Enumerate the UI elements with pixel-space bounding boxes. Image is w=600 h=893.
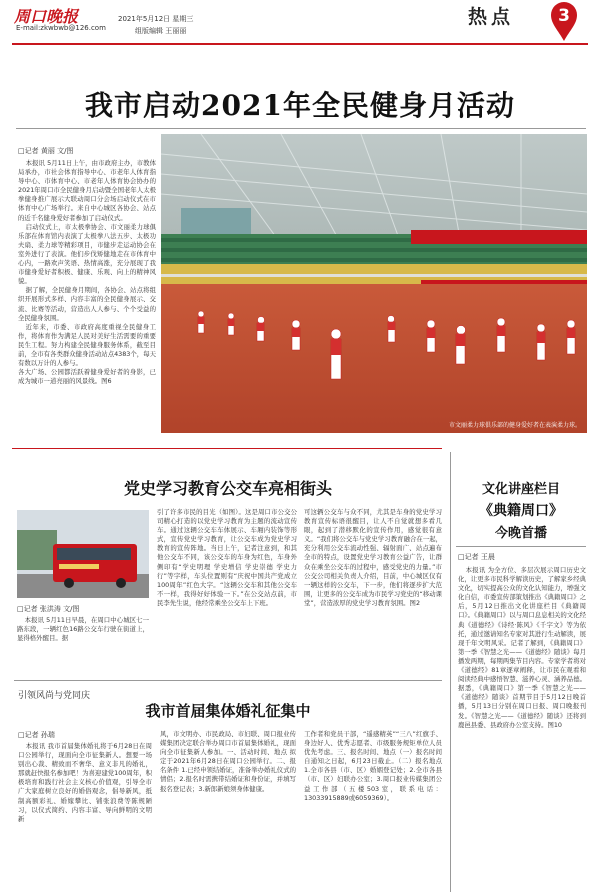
bus-body-col1: 本报讯 5月11日早晨，在周口中心城区七一路东段，一辆红色16路公交车行驶在街道上，显得格外醒目。据 (17, 616, 149, 643)
lead-photo (161, 134, 587, 433)
section-name: 热点 (468, 6, 515, 28)
lecture-title-line2: 《典籍周口》 (479, 503, 563, 519)
lead-paragraph-3: 据了解，全民健身月期间，各协会、站点将组织开展形式多样、内容丰富的全民健身展示、交流、比赛等活动，营造出人人参与、个个受益的全民健身氛围。 (18, 286, 156, 322)
lecture-rule (456, 546, 586, 547)
lecture-byline: □记者 王晨 (458, 553, 495, 561)
bus-bottom-rule (14, 680, 442, 681)
lead-photo-caption: 市文丽柔力球俱乐部的健身爱好者在表演柔力球。 (448, 422, 581, 429)
lecture-title-line1: 文化讲座栏目 (481, 482, 560, 497)
masthead-date: 2021年5月12日 星期三 (118, 15, 194, 23)
lead-body (18, 159, 156, 386)
lead-headline: 我市启动2021年全民健身月活动 (85, 89, 515, 122)
wedding-kicker: 引领风尚与党同庆 (18, 691, 91, 701)
wedding-body-col2: 风，市文明办、市民政局、市妇联、周口报业传媒集团决定联合举办周口市首届集体婚礼，现面向全市征集新人参加。一、活动时间、地点 拟定于2021年6月28日在周口公园举行。二、报名条件 1.已经申领结婚证，准备举办婚礼仪式的情侣；2.报名时需携带结婚证和身份证，并填写报名登记表；3.新郎新娘须身体健康。 (160, 730, 296, 793)
lead-paragraph-4: 近年来，市委、市政府高度重视全民健身工作，将体育作为满足人民对美好生活需要的重要民生工程。努力构建全民健身服务体系，截至目前，全市有各类群众健身活动站点4383个，每天有数以万计的人参与。 (18, 322, 156, 368)
masthead-editor: 组版编辑 王丽丽 (135, 27, 187, 35)
page-number-badge (549, 0, 579, 42)
lecture-title-line3: 今晚首播 (494, 526, 547, 541)
lead-byline: □记者 黄丽 文/图 (18, 147, 74, 155)
bus-body-col3: 可这辆公交车与众不同，尤其是车身的党史学习教育宣传标语很醒目，让人不自觉就想多看几眼，起到了潜移默化的宣传作用，感觉很有意义。“我们将公交车与党史学习教育融合在一起，充分利用公交车流动性强、辐射面广、站点遍布全市的特点，设置党史学习教育公益广告，让群众在乘坐公交车的过程中，感受党史的力量。”市公交公司相关负责人介绍，目前，中心城区仅有一辆这样的公交车，下一步，他们将逐步扩大范围，让更多的公交车成为市民学习党史的“移动课堂”，营造浓厚的党史学习教育氛围。图2 (304, 508, 442, 607)
bus-body-col2: 引了许多市民的目光（如图）。这是周口市公交公司精心打造的以党史学习教育为主题的流动宣传车。通过这辆公交车车体展示、车厢内装饰等形式，宣传党史学习教育，让公交车成为党史学习教育的宣传阵地。当日上午，记者注意到，和其他公交车不同，该公交车的车身为红色，车身外侧印有“学史明理 学史增信 学史崇德 学史力行”等字样，车头位置则有“庆祝中国共产党成立100周年”红色大字。“这辆公交车和其他公交车不一样，我得好好体验一下。”在公交站点前，市民李先生说，他经常乘坐公交车上下班。 (157, 508, 297, 607)
column-divider (450, 452, 451, 892)
bus-byline: □记者 张洪涛 文/图 (17, 605, 80, 613)
lead-paragraph-1: 本报讯 5月11日上午，由市政府主办，市教体局承办，市社会体育指导中心、市老年人体育指导中心、市体育中心、市老年人体育协会协办的2021年周口市全民健身月启动暨全国老年人太极拳健身推广展示大联动周口分会场启动仪式在市体育中心广场举行。来自中心城区各协会、站点的近千名健身爱好者参加了启动仪式。 (18, 159, 156, 222)
bus-image (17, 510, 149, 598)
stadium-photo (161, 134, 587, 433)
masthead-email: E-mail:zkwbwb@126.com (16, 24, 106, 32)
lead-paragraph-2: 启动仪式上，市太极拳协会、市文丽柔力球俱乐部在体育馆内表演了太极拳八法五步、太极功夫扇、柔力球等精彩项目，市健步走运动协会在室外进行了表演。他们步伐矫健地走在市体育中心内，一路欢声笑语、热情高涨，充分展现了我市健身爱好者积极、健康、乐观、向上的精神风貌。 (18, 222, 156, 286)
bus-headline: 党史学习教育公交车亮相街头 (123, 479, 332, 498)
masthead-rule (12, 43, 588, 45)
wedding-body-col1: 本报讯 我市首届集体婚礼将于6月28日在周口公园举行，现面向全市征集新人。想要一场别出心裁、精致而不奢华、意义非凡的婚礼，那就赶快报名参加吧！为喜迎建党100周年，积极培育和践行社会主义核心价值观，引导全市广大家庭树立良好的婚俗观念，倡导新风，抵制高额彩礼、婚嫁攀比、铺张浪费等陈规陋习，以仪式简约、内容丰富、导向鲜明的文明新 (18, 742, 152, 823)
page-number: 3 (558, 6, 570, 26)
wedding-body-col3: 工作者和党员干部，“遥感精英”“三八”红旗手、身边好人、优秀志愿者、市级服务规矩单位人员优先考虑。三、报名时间、地点（一）报名时间 自通知之日起，6月23日截止。（二）报名地点 1.全市各县（市、区）婚姻登记处；2.全市各县（市、区）妇联办公室；3.周口报业传媒集团公益工作部（五楼503室，联系电话：13033915889或6059369）。 (304, 730, 442, 802)
newspaper-logo: 周口晚报 (14, 7, 79, 26)
lecture-body: 本报讯 为全方位、多层次展示周口历史文化，让更多市民科学解读历史，了解家乡经典文化，切实提高公众的文化认知能力，增强文化自信，市委宣传部策划推出《典籍周口》之后，5月12日推出文化讲座栏目《典籍周口》。《典籍周口》以与周口息息相关的文化经典《道德经》《诗经·陈风》《千字文》等为依托，通过邀请知名专家对其进行生动解读，展现千年文明风采。记者了解到，《典籍周口》第一季《智慧之光——《道德经》随谈》每月播发两期，每期两集节目内容。专家学者将对《道德经》81章逐章阐释，让市民在观看和阅读经典中感悟智慧、滋养心灵、涵养品德。据悉，《典籍周口》第一季《智慧之光——《道德经》随谈》首期节目于5月12日晚首播，5月13日分别在周口日报、周口晚报刊发。《智慧之光——《道德经》随谈》还将到鹿邑县委、县政府办公室支持。图10 (458, 566, 586, 729)
bus-photo (17, 510, 149, 598)
headline-rule (16, 128, 586, 129)
lead-paragraph-5: 各大广场、公园都活跃着健身爱好者的身影，已成为城市一道亮丽的风景线。图6 (18, 368, 156, 386)
wedding-byline: □记者 孙瑞 (18, 731, 55, 739)
wedding-headline: 我市首届集体婚礼征集中 (145, 702, 311, 720)
section-rule (12, 448, 442, 449)
